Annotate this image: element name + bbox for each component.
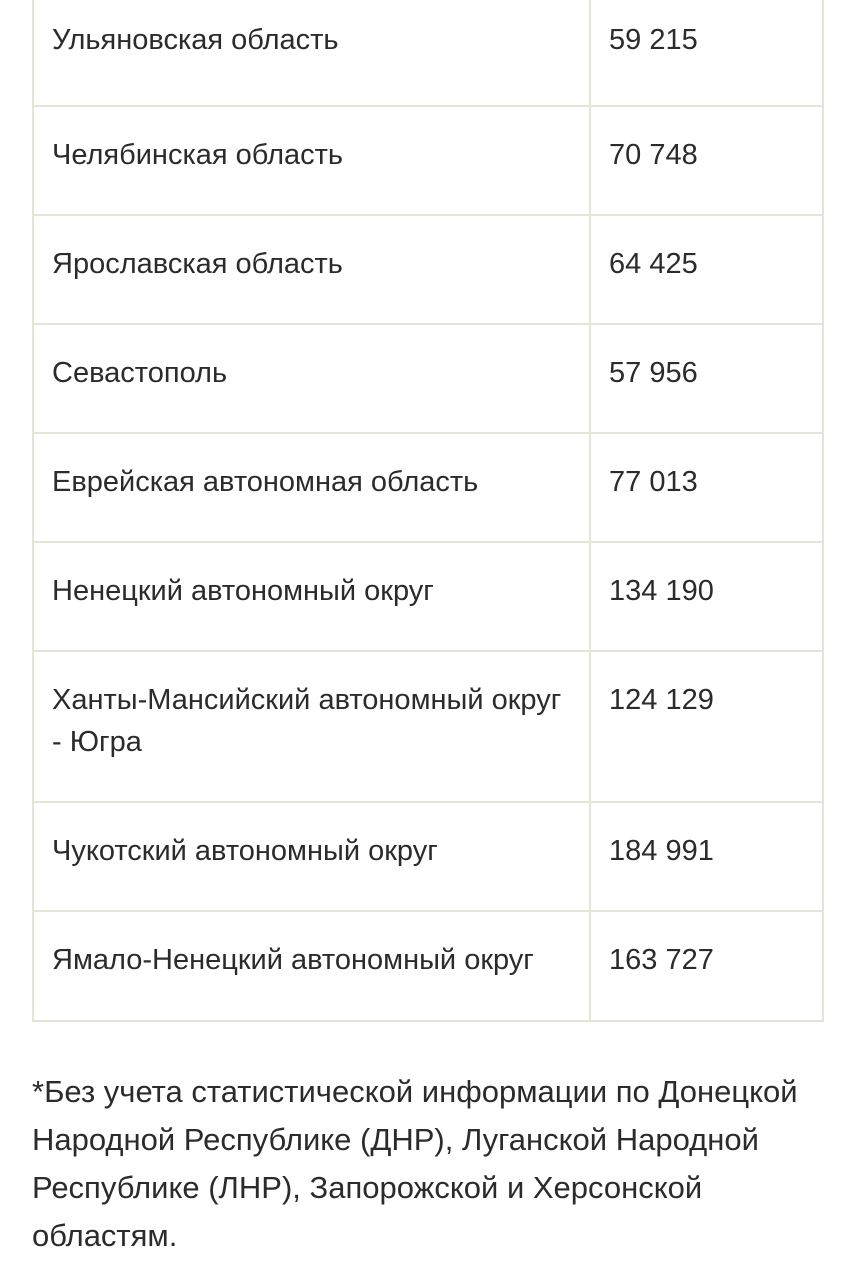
- region-value-cell: 134 190: [590, 542, 823, 651]
- region-value-cell: 57 956: [590, 324, 823, 433]
- region-value-cell: 163 727: [590, 911, 823, 1021]
- region-name-cell: Чукотский автономный округ: [33, 802, 590, 911]
- table-row: [33, 802, 823, 911]
- table-row: [33, 542, 823, 651]
- table-row: [33, 651, 823, 802]
- region-name-cell: Ненецкий автономный округ: [33, 542, 590, 651]
- region-name-cell: Севастополь: [33, 324, 590, 433]
- region-value-cell: 64 425: [590, 215, 823, 324]
- table-row: [33, 215, 823, 324]
- region-value-cell: 184 991: [590, 802, 823, 911]
- table-row: [33, 324, 823, 433]
- region-value-cell: 77 013: [590, 433, 823, 542]
- table-row: [33, 911, 823, 1021]
- table-row: [33, 433, 823, 542]
- region-name-cell: Ульяновская область: [33, 0, 590, 106]
- footnote: *Без учета статистической информации по Донецкой Народной Республике (ДНР), Луганской Народной Республике (ЛНР), Запорожской и Херсонской областям.: [32, 1074, 798, 1253]
- region-value-cell: 124 129: [590, 651, 823, 802]
- table-row: [33, 0, 823, 106]
- region-name-cell: Челябинская область: [33, 106, 590, 215]
- region-name-cell: Ярославская область: [33, 215, 590, 324]
- regions-table: [32, 0, 824, 1022]
- table-row: [33, 106, 823, 215]
- region-name-cell: Ямало-Ненецкий автономный округ: [33, 911, 590, 1021]
- region-value-cell: 59 215: [590, 0, 823, 106]
- region-name-cell: Ханты-Мансийский автономный округ - Югра: [33, 651, 590, 802]
- region-name-cell: Еврейская автономная область: [33, 433, 590, 542]
- region-value-cell: 70 748: [590, 106, 823, 215]
